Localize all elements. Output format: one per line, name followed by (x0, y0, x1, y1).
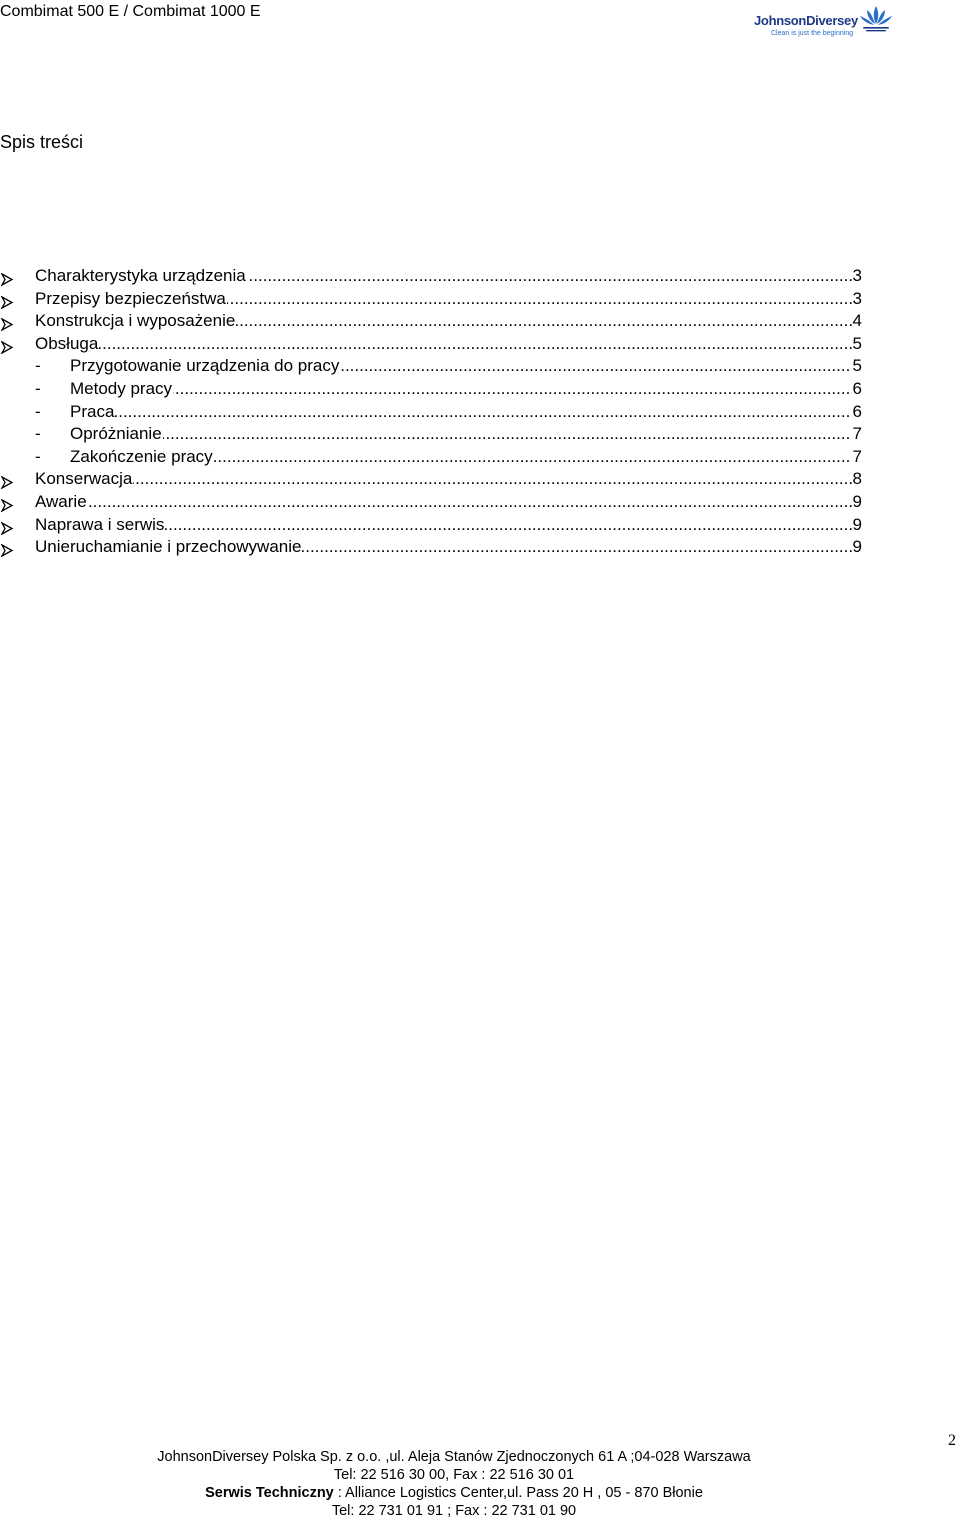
dot-leader (71, 378, 852, 401)
dash-bullet: - (35, 378, 41, 398)
arrow-bullet-icon (0, 519, 14, 532)
arrow-bullet-icon (0, 496, 14, 509)
toc-entry-page: 5 (852, 355, 862, 378)
toc-entry-title: Konstrukcja i wyposażenie (35, 310, 236, 333)
lotus-icon (858, 4, 894, 34)
dash-bullet: - (35, 356, 41, 376)
toc-entry-title: Konserwacja (35, 468, 133, 491)
toc-entry-page: 8 (852, 468, 862, 491)
toc-entry-page: 9 (852, 514, 862, 537)
toc-entry-page: 5 (852, 333, 862, 356)
dash-bullet: - (35, 424, 41, 444)
toc-entry-title: Przygotowanie urządzenia do pracy (70, 355, 340, 378)
footer-service-line (0, 1484, 908, 1502)
arrow-bullet-icon (0, 270, 14, 283)
toc-entry-page: 6 (852, 378, 862, 401)
toc-entry[interactable] (0, 333, 880, 356)
toc-entry-title: Opróżnianie (70, 423, 163, 446)
toc-entry-title: Obsługa (35, 333, 99, 356)
dot-leader (71, 401, 852, 424)
toc-entry-page: 3 (852, 265, 862, 288)
logo-name: JohnsonDiversey (754, 13, 858, 28)
toc-entry[interactable] (0, 310, 880, 333)
toc-entry[interactable] (0, 288, 880, 311)
toc-entry-page: 9 (852, 491, 862, 514)
toc-entry[interactable] (0, 446, 880, 469)
arrow-bullet-icon (0, 541, 14, 554)
page-number: 2 (948, 1432, 956, 1449)
toc-entry-title: Awarie (35, 491, 88, 514)
toc-entry-title: Metody pracy (70, 378, 173, 401)
arrow-bullet-icon (0, 315, 14, 328)
footer-service-phone: Tel: 22 731 01 91 ; Fax : 22 731 01 90 (331, 1503, 577, 1519)
document-header-title: Combimat 500 E / Combimat 1000 E (0, 3, 261, 20)
toc-entry[interactable] (0, 423, 880, 446)
dot-leader (71, 423, 852, 446)
dot-leader (36, 333, 852, 356)
toc-title: Spis treści (0, 132, 84, 152)
johnsondiversey-logo (754, 4, 896, 40)
toc-entry-page: 6 (852, 401, 862, 424)
toc-entry[interactable] (0, 378, 880, 401)
toc-entry[interactable] (0, 514, 880, 537)
toc-entry[interactable] (0, 355, 880, 378)
dot-leader (36, 468, 852, 491)
arrow-bullet-icon (0, 293, 14, 306)
dash-bullet: - (35, 446, 41, 466)
logo-tagline: Clean is just the beginning (771, 30, 854, 37)
toc-entry-page: 4 (852, 310, 862, 333)
toc-entry-page: 3 (852, 288, 862, 311)
toc-entry[interactable] (0, 468, 880, 491)
toc-entry[interactable] (0, 536, 880, 559)
toc-entry-title: Zakończenie pracy (70, 446, 214, 469)
footer (0, 1448, 908, 1520)
toc-entry-title: Charakterystyka urządzenia (35, 265, 247, 288)
footer-service-label: Serwis Techniczny (205, 1485, 334, 1501)
toc-entry-title: Unieruchamianie i przechowywanie (35, 536, 302, 559)
dot-leader (36, 491, 852, 514)
toc-entry-page: 9 (852, 536, 862, 559)
toc-entry[interactable] (0, 265, 880, 288)
dash-bullet: - (35, 401, 41, 421)
arrow-bullet-icon (0, 473, 14, 486)
table-of-contents (0, 265, 880, 559)
footer-address: JohnsonDiversey Polska Sp. z o.o. ,ul. Aleja Stanów Zjednoczonych 61 A ;04-028 Warszawa (157, 1449, 751, 1465)
toc-entry[interactable] (0, 491, 880, 514)
toc-entry-page: 7 (852, 446, 862, 469)
toc-entry-page: 7 (852, 423, 862, 446)
toc-entry[interactable] (0, 401, 880, 424)
toc-entry-title: Przepisy bezpieczeństwa (35, 288, 227, 311)
toc-entry-title: Praca (70, 401, 115, 424)
arrow-bullet-icon (0, 338, 14, 351)
toc-entry-title: Naprawa i serwis (35, 514, 165, 537)
footer-phone: Tel: 22 516 30 00, Fax : 22 516 30 01 (333, 1467, 575, 1483)
footer-service-address: : Alliance Logistics Center,ul. Pass 20 H , 05 - 870 Błonie (333, 1485, 703, 1501)
